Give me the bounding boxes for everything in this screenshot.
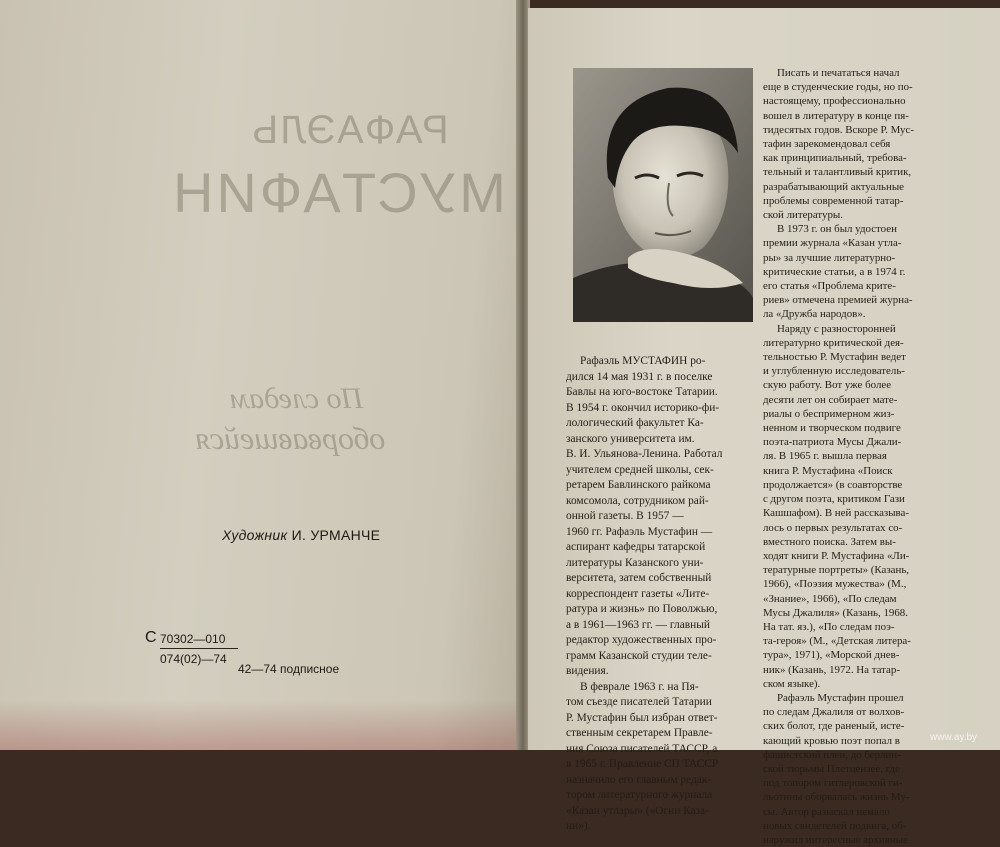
text-line: занского университета им. bbox=[566, 432, 695, 445]
text-line: критические статьи, а в 1974 г. bbox=[763, 265, 906, 278]
text-line: корреспондент газеты «Лите- bbox=[566, 587, 710, 600]
catalog-code-top: 70302—010 bbox=[160, 632, 238, 649]
text-line: лось о первых результатах со- bbox=[763, 521, 903, 534]
text-line: На тат. яз.), «По следам поэ- bbox=[763, 620, 895, 633]
text-line: вместного поиска. Затем вы- bbox=[763, 535, 896, 548]
text-line: скую работу. Вот уже более bbox=[763, 379, 892, 392]
catalog-code-tail: 42—74 подписное bbox=[238, 662, 340, 676]
text-line: редактор художественных про- bbox=[566, 634, 717, 646]
text-line: дился 14 мая 1931 г. в поселке bbox=[566, 370, 713, 383]
text-line: риалы о беспримерном жиз- bbox=[763, 407, 895, 420]
catalog-letter: С bbox=[145, 629, 157, 646]
text-line: назначило его главным редак- bbox=[566, 773, 712, 786]
text-line: ской тюрьмы Плетцензее, где bbox=[763, 762, 900, 775]
text-line: тором литературного журнала bbox=[566, 789, 713, 801]
text-line: ской литературы. bbox=[763, 209, 843, 222]
text-line: видения. bbox=[566, 665, 609, 677]
text-line: В 1973 г. он был удостоен bbox=[777, 223, 897, 236]
text-line: а в 1961—1963 гг. — главный bbox=[566, 618, 710, 631]
text-line: ходят книги Р. Мустафина «Ли- bbox=[763, 549, 910, 562]
text-line: с другом поэта, критиком Гази bbox=[763, 493, 905, 506]
text-line: В 1954 г. окончил историко-фи- bbox=[566, 401, 720, 414]
text-line: риев» отмечена премией журна- bbox=[763, 294, 913, 307]
text-line: льотины оборвалась жизнь Му- bbox=[763, 791, 910, 804]
text-line: Р. Мустафин был избран ответ- bbox=[566, 711, 718, 724]
text-line: аспирант кафедры татарской bbox=[566, 541, 706, 553]
text-line: Мусы Джалиля» (Казань, 1968. bbox=[763, 606, 908, 619]
text-line: новых свидетелей подвига, об- bbox=[763, 819, 907, 832]
biography-column-right bbox=[763, 66, 955, 847]
text-line: под топором гитлеровской ги- bbox=[763, 777, 903, 790]
text-line: комсомола, сотрудником рай- bbox=[566, 494, 709, 507]
text-line: ратура и жизнь» по Поволжью, bbox=[566, 603, 718, 615]
text-line: ственным секретарем Правле- bbox=[566, 727, 713, 739]
text-line: наружил интересные архивные bbox=[763, 833, 908, 846]
text-line: грамм Казанской студии теле- bbox=[566, 649, 712, 662]
text-line: его статья «Проблема крите- bbox=[763, 280, 896, 293]
show-through-text: По следам bbox=[230, 382, 364, 415]
biography-column-left bbox=[566, 354, 758, 835]
text-line: ля. В 1965 г. вышла первая bbox=[763, 450, 887, 463]
text-line: 1960 гг. Рафаэль Мустафин — bbox=[566, 525, 713, 538]
text-line: В. И. Ульянова-Ленина. Работал bbox=[566, 448, 723, 460]
artist-credit bbox=[222, 527, 380, 543]
text-line: литературно критической дея- bbox=[763, 336, 904, 349]
text-line: разрабатывающий актуальные bbox=[763, 180, 904, 193]
text-line: кающий кровью поэт попал в bbox=[763, 734, 900, 747]
text-line: онной газеты. В 1957 — bbox=[566, 510, 684, 522]
text-line: фашистский плен, до берлин- bbox=[763, 748, 901, 761]
text-line: В феврале 1963 г. на Пя- bbox=[580, 680, 699, 693]
text-line: тельный и талантливый критик, bbox=[763, 166, 912, 179]
text-line: проблемы современной татар- bbox=[763, 194, 904, 207]
author-portrait-photo bbox=[573, 68, 753, 322]
text-line: верситета, затем собственный bbox=[566, 572, 712, 584]
text-line: ры» за лучшие литературно- bbox=[763, 251, 896, 264]
show-through-text: МУСТАФИН bbox=[170, 161, 506, 224]
text-line: 1966), «Поэзия мужества» (М., bbox=[763, 578, 907, 591]
text-line: Писать и печататься начал bbox=[777, 67, 900, 79]
text-line: Рафаэль Мустафин прошел bbox=[777, 691, 904, 704]
text-line: еще в студенческие годы, но по- bbox=[763, 81, 913, 94]
text-line: сы. Автор разыскал немало bbox=[763, 805, 890, 818]
text-line: тературные портреты» (Казань, bbox=[763, 564, 910, 577]
text-line: лологический факультет Ка- bbox=[566, 417, 704, 429]
text-line: поэта-патриота Мусы Джали- bbox=[763, 436, 902, 449]
text-line: ретарем Бавлинского райкома bbox=[566, 479, 711, 491]
cover-edge bbox=[0, 700, 520, 750]
text-line: настоящему, профессионально bbox=[763, 95, 906, 108]
show-through-text: РАФАЭЛЬ bbox=[250, 108, 449, 152]
text-line: тельностью Р. Мустафин ведет bbox=[763, 351, 906, 364]
text-line: и углубленную исследователь- bbox=[763, 365, 905, 378]
text-line: продолжается» (в соавторстве bbox=[763, 478, 903, 491]
text-line: литературы Казанского уни- bbox=[566, 556, 704, 569]
portrait-drawing bbox=[573, 68, 753, 322]
text-line: как принципиальный, требова- bbox=[763, 152, 907, 165]
text-line: «Казан утлары» («Огни Каза- bbox=[566, 804, 709, 817]
text-line: ник» (Казань, 1972. На татар- bbox=[763, 663, 900, 676]
watermark: www.ay.by bbox=[930, 732, 978, 743]
text-line: том съезде писателей Татарии bbox=[566, 696, 712, 708]
text-line: книга Р. Мустафина «Поиск bbox=[763, 464, 893, 477]
show-through-text: оборвавшейся bbox=[195, 420, 386, 456]
text-line: Наряду с разносторонней bbox=[777, 322, 896, 335]
text-line: та-героя» (М., «Детская литера- bbox=[763, 635, 911, 648]
text-line: учителем средней школы, сек- bbox=[566, 463, 714, 476]
text-line: ском языке). bbox=[763, 677, 821, 690]
text-line: десяти лет он собирает мате- bbox=[763, 393, 898, 406]
text-line: ненном и творческом подвиге bbox=[763, 422, 901, 435]
left-page bbox=[0, 0, 520, 750]
text-line: по следам Джалиля от волхов- bbox=[763, 706, 905, 719]
text-line: ла «Дружба народов». bbox=[763, 308, 866, 321]
catalog-code-bottom: 074(02)—74 bbox=[160, 652, 227, 666]
text-line: ния Союза писателей ТАССР, а bbox=[566, 742, 718, 755]
artist-name: И. УРМАНЧЕ bbox=[291, 527, 381, 543]
text-line: «Знание», 1966), «По следам bbox=[763, 592, 897, 605]
text-line: премии журнала «Казан утла- bbox=[763, 237, 902, 250]
text-line: в 1965 г. Правление СП ТАССР bbox=[566, 758, 719, 770]
text-line: тидесятых годов. Вскоре Р. Мус- bbox=[763, 123, 914, 136]
text-line: тафин зарекомендовал себя bbox=[763, 138, 891, 151]
text-line: тура», 1971), «Морской днев- bbox=[763, 649, 900, 662]
text-line: вошел в литературу в конце пя- bbox=[763, 109, 909, 122]
text-line: Кашшафом). В ней рассказыва- bbox=[763, 507, 910, 520]
text-line: Рафаэль МУСТАФИН ро- bbox=[580, 355, 706, 367]
text-line: ских болот, где раненый, исте- bbox=[763, 720, 905, 733]
text-line: Бавлы на юго-востоке Татарии. bbox=[566, 386, 718, 398]
text-line: ни»). bbox=[566, 820, 591, 832]
artist-prefix: Художник bbox=[222, 527, 288, 543]
